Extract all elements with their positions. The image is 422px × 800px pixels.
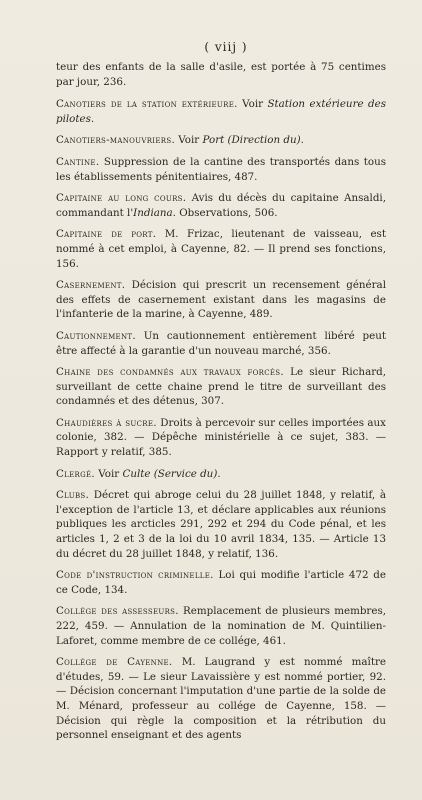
entry-text: Voir	[98, 467, 120, 480]
index-entry-clerge	[56, 467, 386, 482]
index-entry-cantine	[56, 155, 386, 184]
index-entry-canotiers-station	[56, 97, 386, 126]
entry-cross-reference: Port (Direction du)	[202, 134, 301, 147]
index-entry-chaine-condamnes	[56, 365, 386, 409]
entry-text: Loi qui modifie l'article 472 de ce Code, 134.	[56, 569, 386, 596]
entry-heading: Clergé.	[56, 467, 95, 480]
entry-text: Le sieur Richard, surveillant de cette chaine prend le titre de surveillant des condamnés et des détenus, 307.	[56, 366, 386, 408]
index-entry-casernement	[56, 278, 386, 322]
index-entry-code-instruction	[56, 568, 386, 597]
entry-heading: Chaudières à sucre.	[56, 416, 157, 429]
entry-text-end: . Observations, 506.	[172, 206, 278, 219]
entry-text: Suppression de la cantine des transportés dans tous les établissements pénitentiaires, 487.	[56, 155, 386, 183]
entry-heading: Canotiers de la station extérieure.	[56, 98, 238, 111]
entry-heading: Capitaine au long cours.	[56, 192, 187, 205]
entry-text: Un cautionnement entièrement libéré peut être affecté à la garantie d'un nouveau marché, 356.	[56, 329, 386, 357]
index-entry-college-assesseurs	[56, 604, 386, 648]
entry-text-end: .	[90, 112, 95, 125]
index-entry-cautionnement	[56, 329, 386, 358]
index-entry-capitaine-port	[56, 227, 386, 271]
entry-cross-reference: Station extérieure des pilotes	[56, 98, 386, 125]
index-entry-capitaine-long-cours	[56, 191, 386, 220]
entry-heading: Cautionnement.	[56, 329, 136, 342]
entry-heading: Casernement.	[56, 279, 126, 292]
index-entry-canotiers-manouvriers	[56, 133, 386, 148]
entry-heading: Clubs.	[56, 489, 90, 502]
entry-heading: Canotiers-manouvriers.	[56, 134, 176, 147]
entry-heading: Collége des assesseurs.	[56, 605, 179, 618]
entry-heading: Code d'instruction criminelle.	[56, 569, 214, 582]
entry-text: Avis du décès du capitaine Ansaldi, commandant l'	[56, 192, 386, 219]
entry-cross-reference: Culte (Service du)	[122, 467, 218, 480]
index-entry-chaudieres	[56, 416, 386, 460]
entry-ship-name: Indiana	[133, 206, 173, 219]
entry-text: Voir	[242, 98, 264, 111]
index-entry-continuation	[56, 60, 386, 89]
index-entry-clubs	[56, 488, 386, 561]
entry-heading: Collége de Cayenne.	[56, 656, 173, 669]
entry-text: Droits à percevoir sur celles importées aux colonie, 382. — Dépêche ministérielle à ce sujet, 383. — Rapport y relatif, 385.	[56, 416, 386, 459]
entry-text: teur des enfants de la salle d'asile, est portée à 75 centimes par jour, 236.	[56, 61, 386, 88]
entry-text: Remplacement de plusieurs membres, 222, 459. — Annulation de la nomination de M. Quintilien-Laforet, comme membre de ce collége, 461.	[56, 605, 387, 647]
entry-text: Voir	[178, 134, 200, 147]
index-entry-college-cayenne	[56, 655, 386, 743]
entry-text-end: .	[217, 467, 221, 480]
entry-text-end: .	[300, 134, 304, 147]
page-number: ( viij )	[204, 40, 248, 54]
entry-heading: Capitaine de port.	[56, 228, 157, 241]
entry-heading: Cantine.	[56, 155, 100, 168]
entry-text: M. Frizac, lieutenant de vaisseau, est nommé à cet emploi, à Cayenne, 82. — Il prend ses fonctions, 156.	[56, 228, 386, 270]
entry-text: Décision qui prescrit un recensement général des effets de casernement existant dans les magasins de l'infanterie de la marine, à Cayenne, 489.	[56, 279, 386, 321]
entry-heading: Chaine des condamnés aux travaux forcés.	[56, 366, 284, 379]
entry-text: M. Laugrand y est nommé maître d'études, 59. — Le sieur Lavaissière y est nommé portier, 92. — Décision concernant l'imputation d'une partie de la solde de M. Ménard, professeur au collége de Cayenne, 158. — Décision qui règle la composition et la rétribution du personnel enseignant et des agents	[56, 656, 386, 742]
entry-text: Décret qui abroge celui du 28 juillet 1848, y relatif, à l'exception de l'article 13, et déclare applicables aux réunions publiques les arcticles 291, 292 et 294 du Code pénal, et les articles 1, 2 et 3 de la loi du 10 avril 1834, 135. — Article 13 du décret du 28 juillet 1848, y relatif, 136.	[56, 489, 386, 560]
